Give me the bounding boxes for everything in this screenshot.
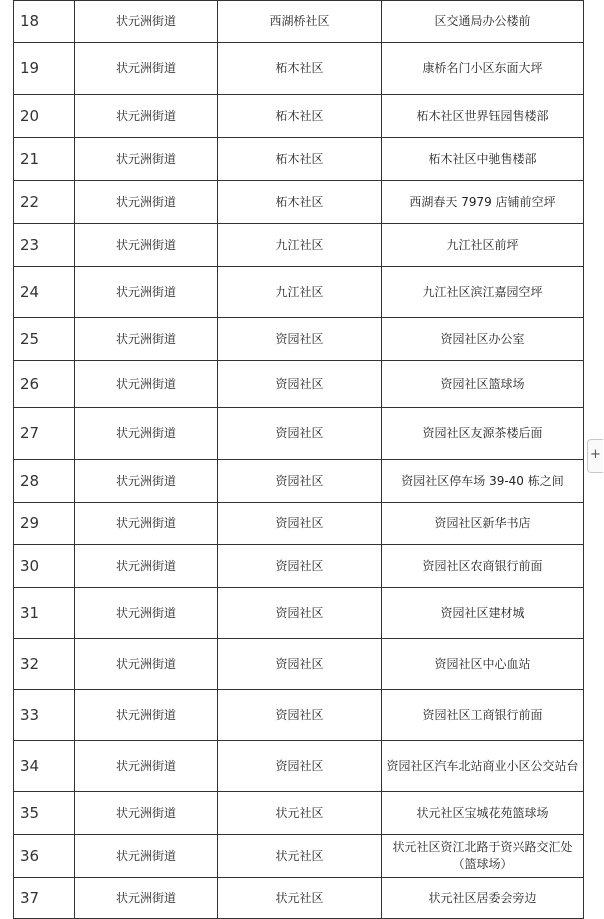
street-cell: 状元洲街道 [75, 878, 218, 919]
community-cell: 资园社区 [218, 741, 382, 792]
table-row [14, 138, 584, 181]
community-cell: 状元社区 [218, 792, 382, 835]
street-cell: 状元洲街道 [75, 224, 218, 267]
row-number: 30 [14, 545, 75, 588]
row-number: 23 [14, 224, 75, 267]
location-cell: 资园社区建材城 [382, 588, 584, 639]
community-cell: 柘木社区 [218, 43, 382, 95]
street-cell: 状元洲街道 [75, 741, 218, 792]
table-row [14, 639, 584, 690]
location-cell: 状元社区居委会旁边 [382, 878, 584, 919]
table-row [14, 878, 584, 919]
location-cell: 资园社区友源茶楼后面 [382, 408, 584, 460]
community-cell: 资园社区 [218, 690, 382, 741]
row-number: 27 [14, 408, 75, 460]
community-cell: 柘木社区 [218, 138, 382, 181]
row-number: 29 [14, 503, 75, 545]
location-cell: 资园社区篮球场 [382, 361, 584, 408]
row-number: 19 [14, 43, 75, 95]
table-row [14, 835, 584, 878]
row-number: 21 [14, 138, 75, 181]
site-table [13, 0, 584, 919]
street-cell: 状元洲街道 [75, 95, 218, 138]
row-number: 28 [14, 460, 75, 503]
community-cell: 资园社区 [218, 361, 382, 408]
table-row [14, 545, 584, 588]
table-row [14, 43, 584, 95]
street-cell: 状元洲街道 [75, 267, 218, 318]
location-cell: 状元社区资江北路于资兴路交汇处（篮球场） [382, 835, 584, 878]
street-cell: 状元洲街道 [75, 181, 218, 224]
table-row [14, 741, 584, 792]
street-cell: 状元洲街道 [75, 460, 218, 503]
table-row [14, 267, 584, 318]
location-cell: 区交通局办公楼前 [382, 1, 584, 43]
community-cell: 资园社区 [218, 503, 382, 545]
table-row [14, 588, 584, 639]
community-cell: 资园社区 [218, 545, 382, 588]
community-cell: 资园社区 [218, 408, 382, 460]
community-cell: 资园社区 [218, 460, 382, 503]
street-cell: 状元洲街道 [75, 503, 218, 545]
location-cell: 柘木社区中驰售楼部 [382, 138, 584, 181]
street-cell: 状元洲街道 [75, 639, 218, 690]
street-cell: 状元洲街道 [75, 690, 218, 741]
table-row [14, 318, 584, 361]
location-cell: 柘木社区世界钰园售楼部 [382, 95, 584, 138]
row-number: 18 [14, 1, 75, 43]
community-cell: 状元社区 [218, 835, 382, 878]
table-row [14, 690, 584, 741]
street-cell: 状元洲街道 [75, 835, 218, 878]
table-row [14, 503, 584, 545]
street-cell: 状元洲街道 [75, 408, 218, 460]
location-cell: 康桥名门小区东面大坪 [382, 43, 584, 95]
street-cell: 状元洲街道 [75, 545, 218, 588]
location-cell: 资园社区工商银行前面 [382, 690, 584, 741]
location-cell: 状元社区宝城花苑篮球场 [382, 792, 584, 835]
street-cell: 状元洲街道 [75, 588, 218, 639]
street-cell: 状元洲街道 [75, 138, 218, 181]
community-cell: 柘木社区 [218, 95, 382, 138]
community-cell: 资园社区 [218, 639, 382, 690]
street-cell: 状元洲街道 [75, 361, 218, 408]
community-cell: 西湖桥社区 [218, 1, 382, 43]
location-cell: 西湖春天 7979 店铺前空坪 [382, 181, 584, 224]
location-cell: 资园社区汽车北站商业小区公交站台 [382, 741, 584, 792]
location-cell: 资园社区停车场 39-40 栋之间 [382, 460, 584, 503]
row-number: 24 [14, 267, 75, 318]
location-cell: 资园社区新华书店 [382, 503, 584, 545]
community-cell: 资园社区 [218, 318, 382, 361]
street-cell: 状元洲街道 [75, 792, 218, 835]
expand-button[interactable]: + [587, 439, 603, 473]
table-row [14, 224, 584, 267]
row-number: 34 [14, 741, 75, 792]
row-number: 35 [14, 792, 75, 835]
table-row [14, 460, 584, 503]
location-cell: 资园社区中心血站 [382, 639, 584, 690]
location-cell: 资园社区农商银行前面 [382, 545, 584, 588]
community-cell: 柘木社区 [218, 181, 382, 224]
community-cell: 状元社区 [218, 878, 382, 919]
table-row [14, 361, 584, 408]
row-number: 20 [14, 95, 75, 138]
row-number: 31 [14, 588, 75, 639]
table-row [14, 792, 584, 835]
location-cell: 九江社区滨江嘉园空坪 [382, 267, 584, 318]
row-number: 33 [14, 690, 75, 741]
row-number: 25 [14, 318, 75, 361]
street-cell: 状元洲街道 [75, 318, 218, 361]
row-number: 26 [14, 361, 75, 408]
row-number: 22 [14, 181, 75, 224]
site-table-body [14, 1, 584, 919]
row-number: 32 [14, 639, 75, 690]
table-row [14, 95, 584, 138]
table-row [14, 408, 584, 460]
table-row [14, 181, 584, 224]
location-cell: 九江社区前坪 [382, 224, 584, 267]
street-cell: 状元洲街道 [75, 43, 218, 95]
street-cell: 状元洲街道 [75, 1, 218, 43]
row-number: 36 [14, 835, 75, 878]
community-cell: 九江社区 [218, 224, 382, 267]
location-cell: 资园社区办公室 [382, 318, 584, 361]
community-cell: 九江社区 [218, 267, 382, 318]
community-cell: 资园社区 [218, 588, 382, 639]
row-number: 37 [14, 878, 75, 919]
table-row [14, 1, 584, 43]
